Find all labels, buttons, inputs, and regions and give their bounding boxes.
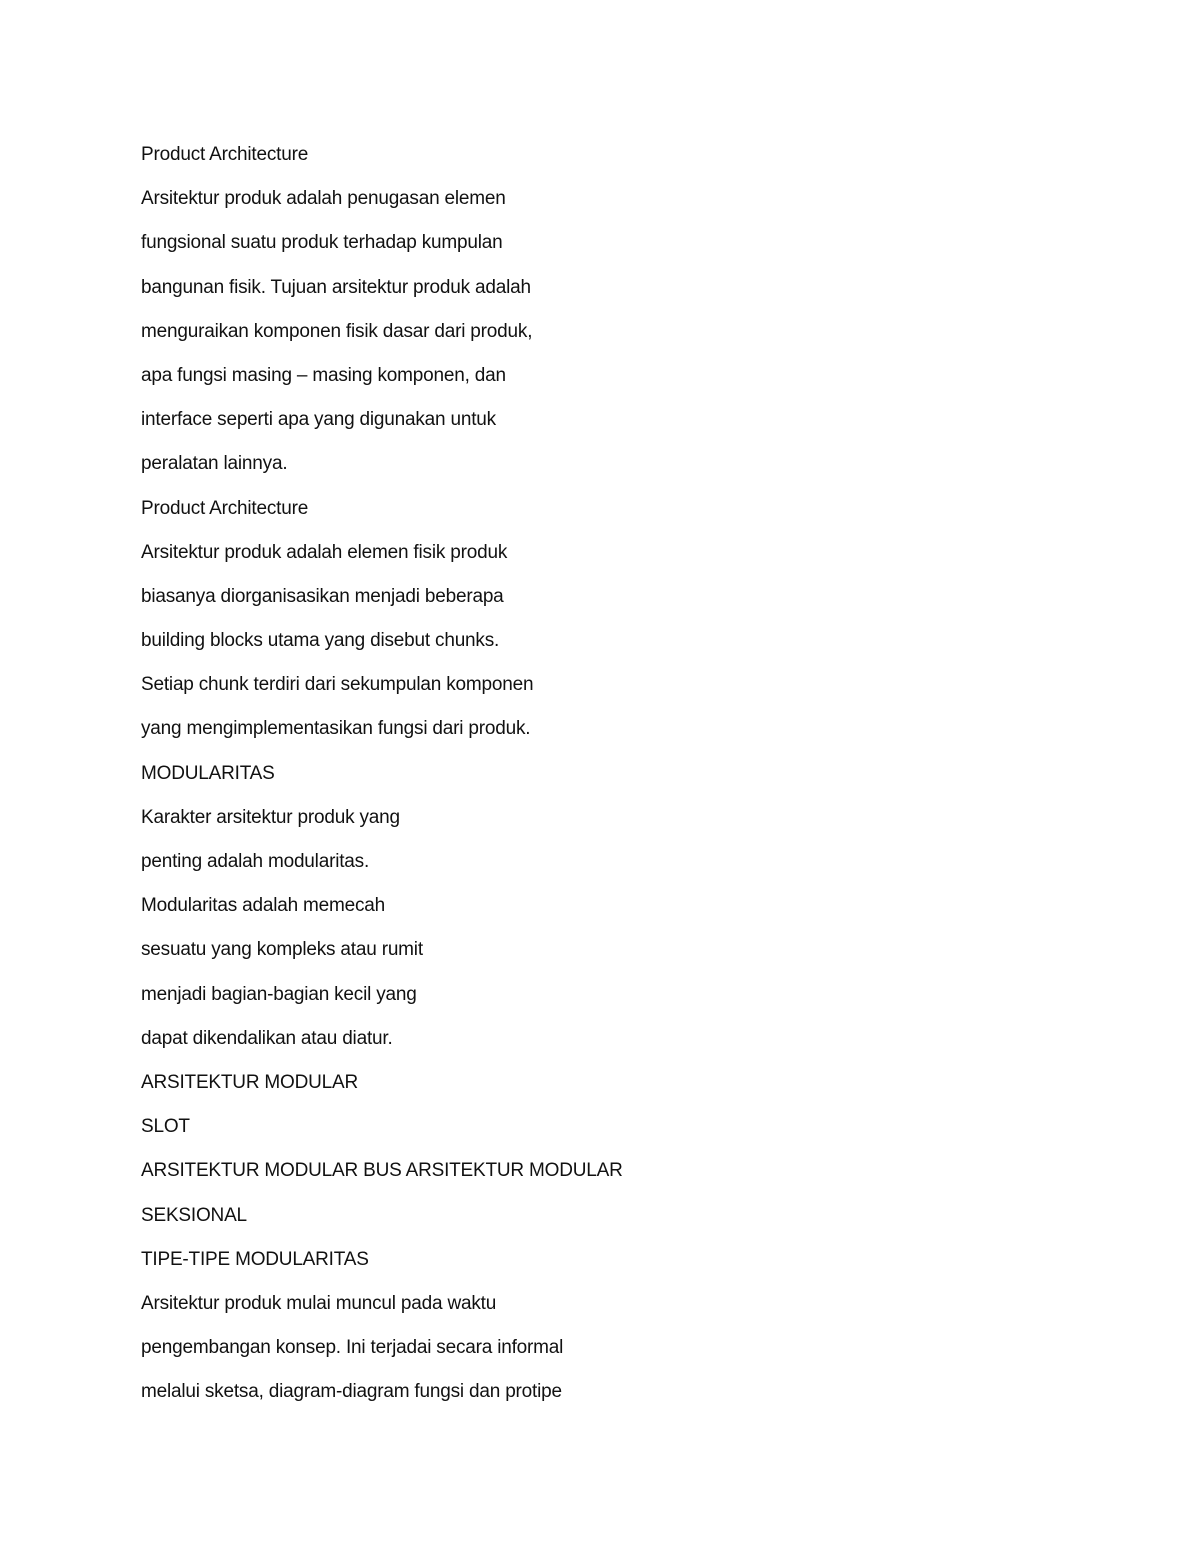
text-line: menjadi bagian-bagian kecil yang — [141, 983, 417, 1005]
text-line: biasanya diorganisasikan menjadi beberapa — [141, 585, 504, 607]
text-line: penting adalah modularitas. — [141, 851, 370, 872]
text-line: melalui sketsa, diagram-diagram fungsi dan protipe — [141, 1381, 562, 1403]
text-line: building blocks utama yang disebut chunks. — [141, 630, 500, 652]
text-line: Karakter arsitektur produk yang — [141, 806, 400, 828]
text-line: fungsional suatu produk terhadap kumpulan — [141, 232, 503, 254]
heading-tipe-tipe-modularitas: TIPE-TIPE MODULARITAS — [141, 1248, 369, 1270]
heading-product-architecture-2: Product Architecture — [141, 497, 309, 519]
heading-product-architecture: Product Architecture — [141, 144, 309, 165]
text-line: apa fungsi masing – masing komponen, dan — [141, 364, 506, 386]
text-line: Arsitektur produk adalah penugasan elemen — [141, 188, 506, 210]
text-line: Arsitektur produk mulai muncul pada waktu — [141, 1292, 497, 1314]
text-line: interface seperti apa yang digunakan untuk — [141, 409, 496, 431]
text-line: menguraikan komponen fisik dasar dari produk, — [141, 320, 533, 342]
text-line: peralatan lainnya. — [141, 453, 288, 475]
text-line: sesuatu yang kompleks atau rumit — [141, 939, 423, 961]
heading-arsitektur-modular: ARSITEKTUR MODULAR — [141, 1071, 359, 1093]
text-line: yang mengimplementasikan fungsi dari produk. — [141, 718, 531, 740]
text-line: Arsitektur produk adalah elemen fisik produk — [141, 541, 508, 563]
heading-modularitas: MODULARITAS — [141, 762, 275, 784]
heading-slot: SLOT — [141, 1116, 190, 1138]
text-line: Modularitas adalah memecah — [141, 895, 386, 917]
document-body — [141, 140, 701, 1421]
text-line: pengembangan konsep. Ini terjadai secara informal — [141, 1337, 564, 1359]
text-line: Setiap chunk terdiri dari sekumpulan komponen — [141, 674, 534, 696]
heading-seksional: SEKSIONAL — [141, 1204, 247, 1226]
text-line: bangunan fisik. Tujuan arsitektur produk adalah — [141, 276, 531, 298]
heading-arsitektur-modular-bus: ARSITEKTUR MODULAR BUS ARSITEKTUR MODULAR — [141, 1160, 623, 1182]
text-line: dapat dikendalikan atau diatur. — [141, 1027, 393, 1049]
